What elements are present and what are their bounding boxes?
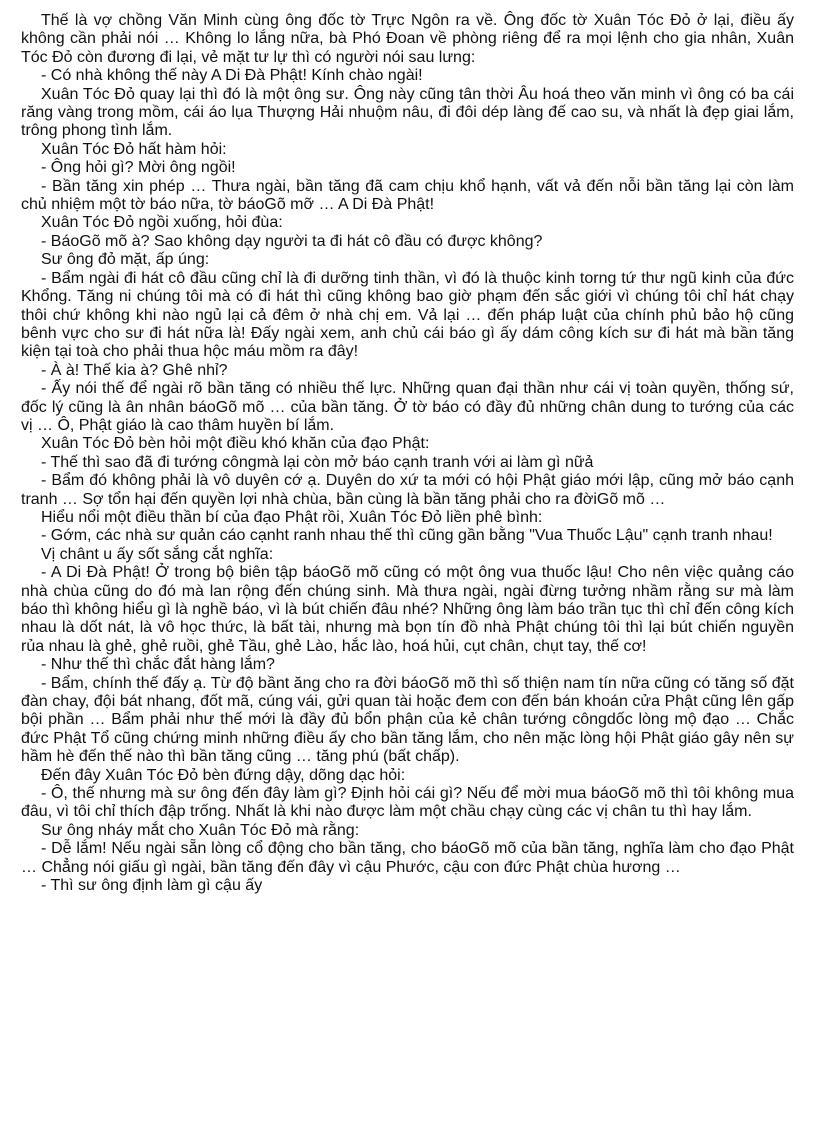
paragraph: Xuân Tóc Đỏ ngồi xuống, hỏi đùa: (41, 214, 283, 232)
paragraph: - Ô, thế nhưng mà sư ông đến đây làm gì? Định hỏi cái gì? Nếu để mời mua báoGõ mõ thì tôi không mua đâu, vì tôi chỉ thích đập trống. Nhất là khi nào được làm một chầu chạy cùng các vị chân tu thì hay lắm. (21, 785, 794, 821)
paragraph: - À à! Thế kia à? Ghê nhỉ? (41, 361, 228, 379)
paragraph: Đến đây Xuân Tóc Đỏ bèn đứng dậy, dõng dạc hỏi: (41, 766, 406, 784)
paragraph: Vị chânt u ấy sốt sắng cắt nghĩa: (41, 545, 274, 563)
paragraph: - Bần tăng xin phép … Thưa ngài, bần tăng đã cam chịu khổ hạnh, vất vả đến nỗi bần tăng lại còn làm chủ nhiệm một tờ báo nữa, tờ báoGõ mỡ … A Di Đà Phật! (21, 177, 794, 214)
paragraph: - Có nhà không thế này A Di Đà Phật! Kính chào ngài! (41, 67, 423, 85)
paragraph: - A Di Đà Phật! Ở trong bộ biên tập báoGõ mõ cũng có một ông vua thuốc lậu! Cho nên việc quảng cáo nhà chùa cũng do đó mà lan rộng đến chúng sinh. Mà thưa ngài, ngài đừng tưởng nhầm rằng sư mà làm báo thì không hiểu gì là nghề báo, vì là bút chiến đâu nhé? Những ông làm báo trần tục thì chỉ đến công kích nhau là dốt nát, là vô học thức, là bất tài, nhưng mà bọn tín đồ nhà Phật chúng tôi thì lại bút chiến nguyền rủa nhau là ghẻ, ghẻ ruồi, ghẻ Tầu, ghẻ Lào, hắc lào, hoá hủi, cụt chân, chụt tay, thế cơ! (21, 564, 794, 655)
paragraph: - Bẩm ngài đi hát cô đầu cũng chỉ là đi dưỡng tinh thần, vì đó là thuộc kinh torng tứ thư ngũ kinh của đức Khổng. Tăng ni chúng tôi mà có đi hát thì cũng không bao giờ phạm đến sắc giới vì chúng tôi chỉ hát chạy thôi chứ không khi nào ngủ lại cả đêm ở nhà chị em. Vả lại … đến pháp luật của chính phủ bảo hộ cũng bênh vực cho sư đi hát nữa là! Đấy ngài xem, anh chủ cái báo gì ấy dám công kích sư đi hát mà bần tăng kiện tại toà cho phải thua hộc máu mồm ra đây! (21, 269, 794, 361)
paragraph: - Dễ lắm! Nếu ngài sẵn lòng cổ động cho bần tăng, cho báoGõ mõ của bần tăng, nghĩa làm cho đạo Phật … Chẳng nói giấu gì ngài, bần tăng đến đây vì cậu Phước, cậu con đức Phật chùa hương … (21, 840, 794, 876)
paragraph: - Bẩm, chính thế đấy ạ. Từ độ bầnt ăng cho ra đời báoGõ mõ thì số thiện nam tín nữa cũng có tăng số đặt đàn chay, đội bát nhang, đốt mã, cúng vái, gửi quan tài hoặc đem con đến bán khoán cửa Phật cũng lên gấp bội phần … Bẩm phải như thế mới là đầy đủ bổn phận của kẻ chân tướng côngdốc lòng mộ đạo … Chắc đức Phật Tổ cũng chứng minh những điều ấy cho bần tăng lắm, cho nên mặc lòng hội Phật giáo gây nên sự hầm hè đến thế nào thì bần tăng cũng … tăng phú (bất chấp). (21, 674, 794, 766)
paragraph: Xuân Tóc Đỏ quay lại thì đó là một ông sư. Ông này cũng tân thời Âu hoá theo văn minh vì ông có ba cái răng vàng trong mồm, cái áo lụa Thượng Hải nhuộm nâu, đi đôi dép làng đế cao su, và nhất là đẹp giai lắm, trông phong tình lắm. (21, 85, 794, 140)
paragraph: - Ấy nói thế để ngài rõ bần tăng có nhiều thế lực. Những quan đại thần như cái vị toàn quyền, thống sứ, đốc lý cũng là ân nhân báoGõ mõ … của bần tăng. Ở tờ báo có đầy đủ những chân dung to tướng của các vị … Ô, Phật giáo là cao thâm huyền bí lắm. (21, 380, 794, 434)
paragraph: Xuân Tóc Đỏ bèn hỏi một điều khó khăn của đạo Phật: (41, 435, 430, 453)
paragraph: Sư ông nháy mắt cho Xuân Tóc Đỏ mà rằng: (41, 821, 360, 839)
paragraph: Xuân Tóc Đỏ hất hàm hỏi: (41, 140, 227, 158)
paragraph: Thế là vợ chồng Văn Minh cùng ông đốc tờ Trực Ngôn ra về. Ông đốc tờ Xuân Tóc Đỏ ở lại, điều ấy không cần phải nói … Không lo lắng nữa, bà Phó Đoan về phòng riêng để ra mọi lệnh cho gia nhân, Xuân Tóc Đỏ còn đương đi lại, vẻ mặt tư lự thì có người nói sau lưng: (21, 12, 794, 66)
paragraph: - Như thế thì chắc đắt hàng lắm? (41, 656, 275, 674)
paragraph: Sư ông đỏ mặt, ấp úng: (41, 251, 210, 269)
paragraph: - Thế thì sao đã đi tướng côngmà lại còn mở báo cạnh tranh với ai làm gì nữả (41, 453, 594, 471)
paragraph: - Thì sư ông định làm gì cậu ấy (41, 877, 263, 895)
paragraph: - Bẩm đó không phải là vô duyên cớ ạ. Duyên do xứ ta mới có hội Phật giáo mới lập, cũng mở báo cạnh tranh … Sợ tổn hại đến quyền lợi nhà chùa, bần cùng là bần tăng phải cho ra đờiGõ mõ … (21, 472, 794, 508)
paragraph: - BáoGõ mõ à? Sao không dạy người ta đi hát cô đầu có được không? (41, 232, 543, 250)
paragraph: - Gớm, các nhà sư quản cáo cạnht ranh nhau thế thì cũng gần bằng "Vua Thuốc Lậu" cạnh tranh nhau! (41, 527, 773, 545)
paragraph: Hiểu nổi một điều thần bí của đạo Phật rồi, Xuân Tóc Đỏ liền phê bình: (41, 508, 543, 526)
paragraph: - Ông hỏi gì? Mời ông ngồi! (41, 159, 236, 177)
